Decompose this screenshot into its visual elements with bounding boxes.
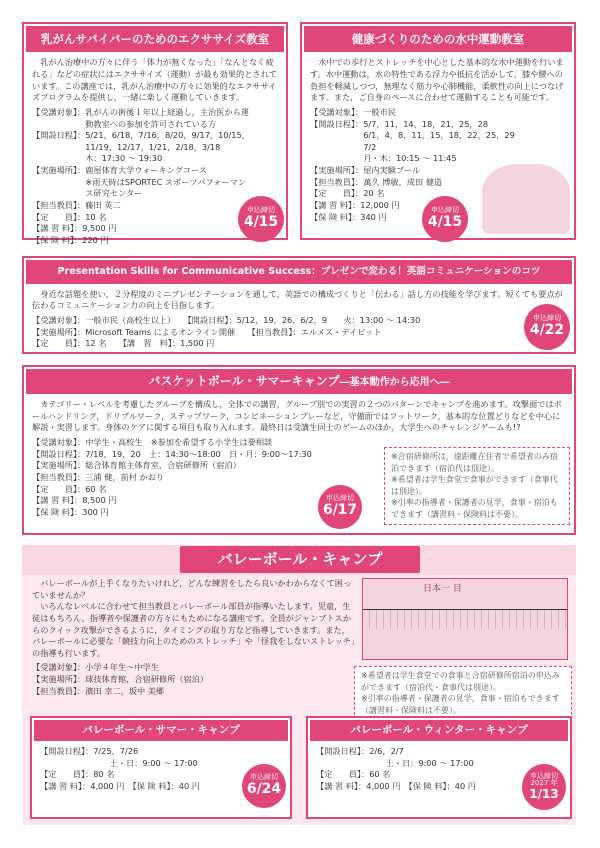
- info-value: 12,000 円: [360, 200, 400, 211]
- info-value: 屋内実験プール: [363, 165, 421, 176]
- volleyball-summer-camp: [30, 716, 292, 819]
- section-title: 健康づくりのための水中運動教室: [304, 26, 572, 52]
- info-value: 80 名: [93, 769, 115, 780]
- deadline-badge: 申込締切 4/15: [422, 196, 468, 242]
- deadline-badge: 申込締切 4/22: [524, 304, 570, 350]
- deadline-badge: 申込締切 2027 年 1/13: [522, 764, 566, 810]
- info-label: 【実施場所】：: [32, 460, 86, 471]
- info-value: 7/25，7/26 土・日：9:00 ～ 17:00: [93, 745, 198, 768]
- swimmer-photo: [482, 164, 570, 234]
- info-value: 10 名: [85, 211, 107, 222]
- info-label: 【実施場所】：: [32, 674, 86, 685]
- section-intro: 水中での歩行とストレッチを中心とした基本的な水中運動を行います。水中運動は，水の特性である浮力や抵抗を活かして，膝や腰への負担を軽減しつつ，無理なく筋力や心肺機能，柔軟性の向上につなげます。また，ご自身のペースに合わせて運動することも可能です。: [310, 57, 564, 103]
- section-breast-cancer-exercise: [22, 22, 288, 245]
- info-label: 【受講対象】：: [32, 437, 86, 448]
- info-label: 【担当教員】：: [310, 176, 364, 187]
- info-label: 【担当教員】：: [32, 472, 86, 483]
- info-label: 【定 員】：: [32, 211, 86, 222]
- info-label: 【開設日程】：: [310, 118, 364, 129]
- info-value: 一般市民: [363, 106, 396, 117]
- info-value: 球技体育館，合宿研修所（宿泊）: [85, 674, 209, 685]
- info-value: 8,500 円: [82, 495, 117, 506]
- volleyball-photo: [362, 578, 568, 660]
- info-value: 60 名: [369, 769, 391, 780]
- info-label: 【開設日程】：: [32, 448, 86, 459]
- section-intro: いろんなレベルに合わせて担当教員とバレーボール部員が指導いたします。児童，生徒はもちろん，指導者や保護者の方々にもためになる講座です。全員がジャンプトスからのクイック攻撃ができるように，タイミングの取り方など指導していきます。また，バレーボールに必要な「競技力向上のためのストレッチ」や「怪我をしないストレッチ」の指導も行います。: [32, 601, 356, 658]
- volleyball-net: [363, 609, 567, 629]
- info-label: 【定 員】：: [316, 769, 370, 780]
- info-row: [32, 130, 278, 165]
- section-intro: カテゴリー・レベルを考慮したグループを構成し，全体での講習，グループ別での実習の２つのパターンでキャンプを進めます。攻撃面ではボールハンドリング，ドリブルワーク，ステップワーク，コンビネーションプレーなど，守備面ではフットワーク，基本的な位置どりなどを中心に解説・実習します。身体のケアに関する項目も取り入れます。最終日は受講生同士のゲームのほか，大学生へのチャレンジゲームも!?: [32, 399, 562, 433]
- section-title: バスケットボール・サマーキャンプ―基本動作から応用へ―: [26, 369, 572, 394]
- info-value: 340 円: [360, 211, 387, 222]
- volleyball-winter-camp: [306, 716, 572, 819]
- info-row: [32, 235, 278, 247]
- info-value: 300 円: [82, 506, 109, 517]
- section-intro: 乳がん治療中の方々に伴う「体力が無くなった」「なんとなく疲れる」などの症状にはエクササイズ（運動）が最も効果的とされています。この講座では，乳がん治療中の方々に効果的なエクササイズプログラムを提供し，一緒に楽しく運動していきます。: [32, 57, 277, 103]
- info-value: 鹿屋体育大学ウォーキングコース ※雨天時はSPORTEC スポーツパフォーマン ス研究センター: [85, 165, 246, 199]
- info-row: [32, 460, 372, 472]
- info-row: 【受講対象】：一般市民（高校生以上） 【開設日程】：5/12，19，26，6/2，9 火：13:00 ～ 14:30: [32, 314, 421, 325]
- info-label: 【講 習 料】：: [310, 200, 361, 211]
- info-value: 総合体育館主体育室，合宿研修所（宿泊）: [85, 460, 241, 471]
- info-row: [32, 674, 357, 686]
- info-label: 【開設日程】：: [316, 745, 370, 756]
- section-aqua-exercise: [300, 22, 576, 240]
- info-value: 7/18，19，20 土：14:30～18:00 日・月：9:00～17:30: [85, 448, 312, 459]
- info-label: 【実施場所】：: [310, 165, 364, 176]
- info-label: 【定 員】：: [40, 769, 94, 780]
- info-value: 藤田 英二: [85, 200, 121, 211]
- section-intro: 身近な話題を使い，２分程度のミニプレゼンテーションを通して，英語での構成づくりと「伝わる」話し方の技能を学びます。短くても要点が伝わるコミュニケーション力の向上を目指します。: [32, 288, 563, 311]
- info-label: 【保 険 料】：: [32, 234, 83, 245]
- info-row: 【定 員】：12 名 【講 習 料】：1,500 円: [32, 338, 215, 349]
- info-value: 5/7，11，14，18，21，25，28 6/1，4，8，11，15，18，22，25，29 7/2 月・木：10:15 ～ 11:45: [363, 118, 515, 164]
- deadline-badge: 申込締切 4/15: [238, 196, 284, 242]
- info-note: ※合宿研修所は，遠距離在住者で希望者のみ宿泊できます（宿泊代は別途）。 ※希望者は学生食堂で食事ができます（食事代は別途）。 ※引率の指導者・保護者の見学，食事・宿泊もできます（講習料・保険料は不要）。: [384, 447, 570, 525]
- info-label: 【受講対象】：: [32, 662, 86, 673]
- section-intro: バレーボールが上手くなりたいけれど，どんな練習をしたら良いかわからなくて困っていませんか？: [32, 578, 352, 600]
- info-label: 【実施場所】：: [32, 165, 86, 176]
- info-value: 三浦 健，前村 かおり: [85, 472, 165, 483]
- info-row: [32, 449, 372, 461]
- sub-section-title: バレーボール・サマー・キャンプ: [34, 720, 288, 741]
- info-value: 9,500 円: [82, 223, 117, 234]
- info-note: ※希望者は学生食堂での食事と合宿研修所宿泊の申込みができます（宿泊代・食事代は別途）。 ※引率の指導者・保護者の見学，食事・宿泊もできます（講習料・保険料は不要）。: [354, 666, 572, 720]
- info-label: 【講 習 料】：: [40, 780, 91, 791]
- info-row: [40, 746, 282, 769]
- info-value: 中学生・高校生 ※参加を希望する小学生は要相談: [85, 437, 273, 448]
- info-value: 4,000 円 【保 険 料】：40 円: [366, 780, 476, 791]
- sub-section-title: バレーボール・ウィンター・キャンプ: [310, 720, 568, 741]
- info-label: 【開設日程】：: [40, 745, 94, 756]
- info-label: 【担当教員】：: [32, 200, 86, 211]
- info-label: 【定 員】：: [310, 188, 364, 199]
- info-label: 【講 習 料】：: [32, 495, 83, 506]
- deadline-badge: 申込締切 6/17: [318, 485, 362, 529]
- info-value: 萬久 博敏，成田 健造: [363, 176, 443, 187]
- info-value: 20 名: [363, 188, 385, 199]
- info-row: [32, 686, 357, 698]
- info-value: 5/21，6/18，7/16，8/20，9/17，10/15， 11/19，12/17，1/21，2/18，3/18 木：17:30 ～ 19:30: [85, 130, 250, 164]
- info-value: 220 円: [82, 234, 109, 245]
- info-row: [32, 662, 357, 674]
- section-volleyball-camp: [26, 578, 572, 713]
- info-label: 【受講対象】：: [310, 106, 364, 117]
- info-label: 【担当教員】：: [32, 685, 86, 696]
- info-row: [32, 437, 372, 449]
- section-basketball-camp: [22, 365, 576, 535]
- section-title: Presentation Skills for Communicative Success：プレゼンで変わる！英語コミュニケーションのコツ: [26, 260, 572, 284]
- info-label: 【保 険 料】：: [310, 211, 361, 222]
- section-title: バレーボール・キャンプ: [180, 546, 420, 573]
- info-value: 乳がんの術後１年以上経過し，主治医から運 動教室への参加を許可されている方: [85, 106, 249, 129]
- deadline-badge: 申込締切 6/24: [242, 764, 286, 808]
- info-value: 60 名: [85, 483, 107, 494]
- info-label: 【開設日程】：: [32, 130, 86, 141]
- info-label: 【受講対象】：: [32, 106, 86, 117]
- info-label: 【保 険 料】：: [32, 506, 83, 517]
- info-row: 【実施場所】：Microsoft Teams によるオンライン開催 【担当教員】：エルメス・デイビット: [32, 326, 382, 337]
- photo-sign: 日本一 目: [423, 584, 462, 594]
- info-value: 2/6，2/7 土・日：9:00 ～ 17:00: [369, 745, 474, 768]
- section-presentation-skills: [22, 256, 576, 354]
- info-value: 濱田 幸二，坂中 美郷: [85, 685, 165, 696]
- info-label: 【定 員】：: [32, 483, 86, 494]
- info-row: [316, 746, 562, 769]
- info-row: [32, 107, 278, 130]
- info-value: 小学４年生～中学生: [85, 662, 159, 673]
- info-value: 4,000 円 【保 険 料】：40 円: [90, 780, 200, 791]
- info-row: [310, 119, 566, 166]
- info-row: [32, 472, 372, 484]
- info-row: [32, 165, 278, 200]
- info-row: [310, 107, 566, 119]
- section-title: 乳がんサバイバーのためのエクササイズ教室: [26, 26, 284, 52]
- info-label: 【講 習 料】：: [316, 780, 367, 791]
- info-label: 【講 習 料】：: [32, 223, 83, 234]
